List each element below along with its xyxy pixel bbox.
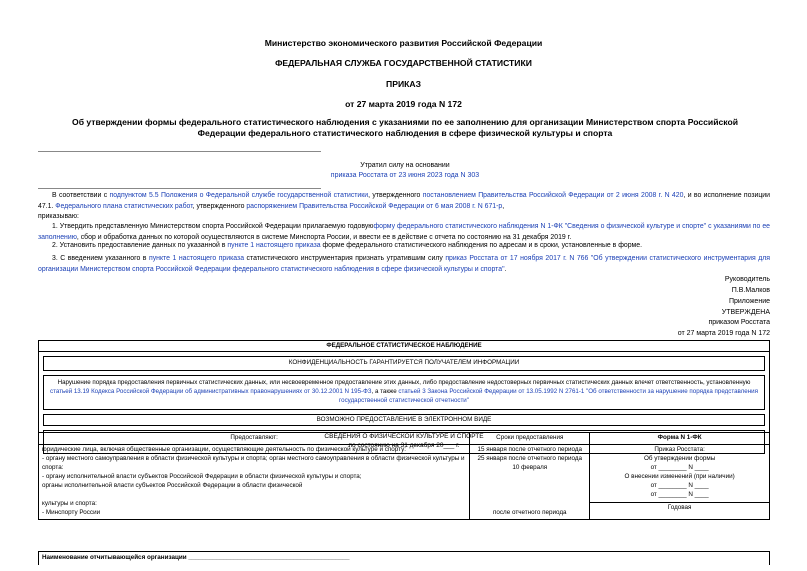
- submitter-line: юридические лица, включая общественные организации, осуществляющие деятельность по физической культуре и спорту:: [42, 445, 407, 453]
- p1-text-1: 1. Утвердить представленную Министерством спорта Российской Федерации прилагаемую годовую: [52, 223, 374, 230]
- ministry-heading: Министерство экономического развития Российской Федерации: [264, 38, 543, 48]
- report-date: по состоянию на 31 декабря 20___ г.: [348, 442, 460, 450]
- table-row: [39, 444, 770, 519]
- table-header-row: [39, 433, 770, 445]
- form-info-cell: [590, 444, 770, 519]
- form-info-line: от ________ N ____: [650, 490, 709, 498]
- electronic-submission-notice: ВОЗМОЖНО ПРЕДОСТАВЛЕНИЕ В ЭЛЕКТРОННОМ ВИДЕ: [43, 414, 765, 427]
- spacer: [42, 491, 466, 500]
- approved-by: приказом Росстата: [708, 319, 770, 327]
- deadline-line: 10 февраля: [512, 463, 548, 471]
- p3-text-3: .: [504, 265, 507, 273]
- divider-bottom: [38, 188, 321, 189]
- appendix-label: Приложение: [728, 297, 770, 305]
- spacer: [472, 473, 587, 509]
- intro-text-4: , утвержденного: [192, 202, 247, 210]
- link-government-order[interactable]: распоряжением Правительства Российской Федерации от 6 мая 2008 г. N 671-р: [246, 202, 503, 210]
- periodicity: Годовая: [590, 502, 769, 513]
- submitter-line: - органу местного самоуправления в области физической культуры и спорта; орган местного самоуправления в области физической культуры и спорта:: [42, 454, 465, 471]
- observation-title: ФЕДЕРАЛЬНОЕ СТАТИСТИЧЕСКОЕ НАБЛЮДЕНИЕ: [39, 341, 769, 352]
- divider-top: [38, 151, 321, 152]
- liability-warning: [43, 375, 765, 410]
- form-info-line: от ________ N ____: [650, 481, 709, 489]
- form-info-line: Об утверждении формы: [643, 454, 716, 462]
- deadline-line: 15 января после отчетного периода: [477, 445, 583, 453]
- paragraph-2: [38, 241, 770, 252]
- organization-name-field: Наименование отчитывающейся организации ______________________________________________: [38, 551, 770, 565]
- submitter-line: - органу исполнительной власти субъектов Российской Федерации в области физической культуры и спорта;: [42, 472, 362, 480]
- link-clause-1-p2[interactable]: пункте 1 настоящего приказа: [227, 242, 321, 249]
- submitter-line: культуры и спорта:: [42, 499, 97, 507]
- intro-paragraph: [38, 191, 770, 223]
- header-deadlines: Сроки предоставления: [470, 433, 590, 445]
- service-heading: ФЕДЕРАЛЬНАЯ СЛУЖБА ГОСУДАРСТВЕННОЙ СТАТИСТИКИ: [275, 58, 532, 68]
- paragraph-3: [38, 254, 770, 275]
- report-title: СВЕДЕНИЯ О ФИЗИЧЕСКОЙ КУЛЬТУРЕ И СПОРТЕ: [324, 433, 484, 441]
- intro-text-3: , и во исполнение позиции 47.1.: [38, 192, 771, 210]
- p3-text-2: статистического инструментария признать утратившим силу: [244, 255, 446, 262]
- repeal-link[interactable]: приказа Росстата от 23 июня 2023 года N 303: [330, 172, 480, 180]
- link-statistical-plan[interactable]: Федерального плана статистических работ: [55, 202, 193, 210]
- submitters-cell: [39, 444, 470, 519]
- approved-label: УТВЕРЖДЕНА: [721, 308, 770, 316]
- link-form-1fk[interactable]: форму федерального статистического наблюдения N 1-ФК "Сведения о физической культуре и спорте" с указаниями по ее заполнению: [38, 223, 770, 241]
- signatory-name: П.В.Малков: [731, 286, 770, 294]
- repeal-text: Утратил силу на основании: [360, 162, 450, 169]
- submission-table: [38, 432, 770, 520]
- submitter-line: органы исполнительной власти субъектов Российской Федерации в области физической: [42, 481, 303, 489]
- p1-text-2: , сбор и обработка данных по которой осуществляются в системе Минспорта России, и ввести ее в действие с отчета по состоянию на 31 декабря 2019 г.: [76, 233, 572, 241]
- warn-text-1: Нарушение порядка предоставления первичных статистических данных, или несвоевременное предоставление этих данных, либо предоставление недостоверных первичных статистических данных влечет ответственность, установленную: [57, 378, 751, 386]
- link-repealed-order[interactable]: приказ Росстата от 17 ноября 2017 г. N 766 "Об утверждении статистического инструментария для организации Министерством спорта Российской Федерации федерального статистического наблюдения в сфере физической культуры и спорта": [38, 255, 771, 273]
- intro-text-2: , утвержденного: [368, 192, 423, 199]
- link-clause-1-p3[interactable]: пункте 1 настоящего приказа: [148, 255, 245, 262]
- header-form-number: Форма N 1-ФК: [590, 433, 770, 445]
- form-info-line: О внесении изменений (при наличии): [624, 472, 735, 480]
- header-submitters: Предоставляют:: [39, 433, 470, 445]
- link-admin-code[interactable]: статьей 13.19 Кодекса Российской Федерации об административных правонарушениях от 30.12.2001 N 195-ФЗ: [50, 387, 372, 395]
- repeal-note: [280, 161, 530, 181]
- intro-text-1: В соответствии с: [52, 192, 110, 199]
- document-type: ПРИКАЗ: [386, 79, 421, 89]
- submitter-line: - Минспорту России: [42, 508, 101, 516]
- deadline-line: 25 января после отчетного периода: [477, 454, 583, 462]
- intro-text-5: ,: [502, 202, 505, 210]
- intro-order-word: приказываю:: [38, 213, 79, 221]
- link-government-decree[interactable]: постановлением Правительства Российской Федерации от 2 июня 2008 г. N 420: [422, 192, 684, 199]
- form-info-line: Приказ Росстата:: [654, 445, 705, 453]
- form-info-line: от ________ N ____: [650, 463, 709, 471]
- p3-text-1: 3. С введением указанного в: [52, 255, 149, 262]
- deadline-line: после отчетного периода: [493, 508, 567, 516]
- link-regulation-subclause[interactable]: подпунктом 5.5 Положения о Федеральной службе государственной статистики: [109, 192, 369, 199]
- warn-text-2: , а также: [371, 387, 399, 395]
- p2-text-2: форме федерального статистического наблюдения по адресам и в сроки, установленные в форме.: [320, 242, 643, 249]
- document-title: Об утверждении формы федерального статистического наблюдения с указаниями по ее заполнению для организации Министерством спорта Российской Федерации федерального статистического наблюдения в сфере физической культуры и спорта: [72, 117, 738, 139]
- confidentiality-notice: КОНФИДЕНЦИАЛЬНОСТЬ ГАРАНТИРУЕТСЯ ПОЛУЧАТЕЛЕМ ИНФОРМАЦИИ: [43, 356, 765, 371]
- deadlines-cell: [470, 444, 590, 519]
- approved-date: от 27 марта 2019 года N 172: [677, 330, 770, 338]
- signature-block: [678, 275, 770, 340]
- signatory-role: Руководитель: [724, 276, 770, 283]
- p2-text-1: 2. Установить предоставление данных по указанной в: [52, 242, 228, 249]
- document-date: от 27 марта 2019 года N 172: [345, 99, 462, 109]
- link-federal-law[interactable]: статьей 3 Закона Российской Федерации от 13.05.1992 N 2761-1 "Об ответственности за нарушение порядка представления государственной статистической отчетности": [339, 387, 758, 404]
